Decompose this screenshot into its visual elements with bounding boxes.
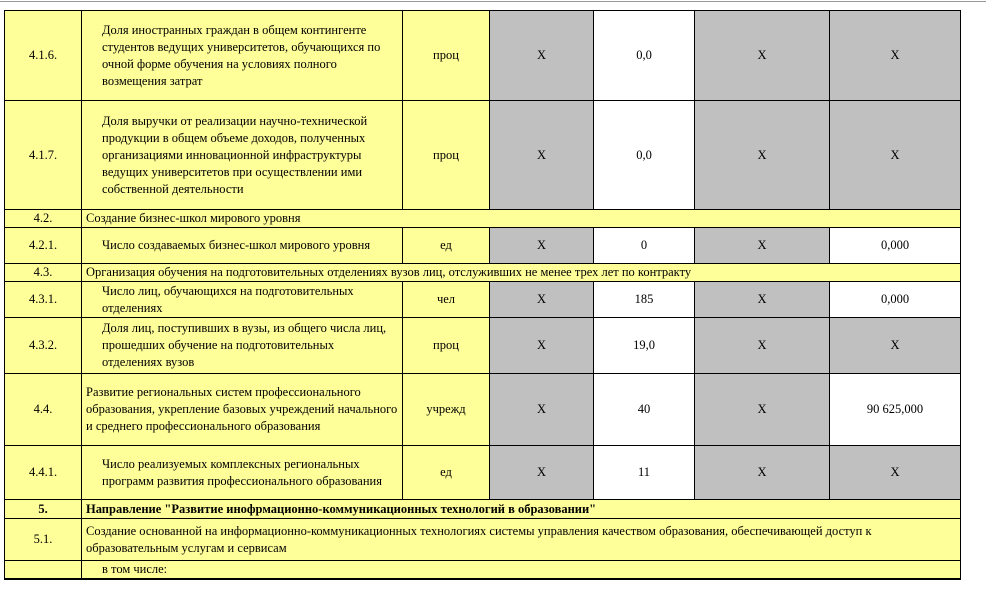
- row-code: 4.2.1.: [5, 228, 82, 264]
- row-code: 4.1.6.: [5, 11, 82, 101]
- row-unit: ед: [403, 228, 490, 264]
- row-code: 4.3.: [5, 264, 82, 282]
- row-value-2: 0,0: [594, 11, 695, 101]
- row-value-3: X: [695, 318, 830, 374]
- row-value-1: X: [490, 11, 594, 101]
- row-name: Организация обучения на подготовительных отделениях вузов лиц, отслуживших не менее трех лет по контракту: [82, 264, 961, 282]
- row-value-1: X: [490, 374, 594, 446]
- table-row: [5, 11, 961, 101]
- row-value-3: X: [695, 228, 830, 264]
- row-value-3: X: [695, 282, 830, 318]
- row-name: Развитие региональных систем профессионального образования, укрепление базовых учреждений начального и среднего профессионального образования: [82, 374, 403, 446]
- row-name: Доля лиц, поступивших в вузы, из общего числа лиц, прошедших обучение на подготовительных отделениях вузов: [82, 318, 403, 374]
- row-code: 4.4.1.: [5, 446, 82, 500]
- row-code: 4.4.: [5, 374, 82, 446]
- row-name: в том числе:: [82, 561, 961, 580]
- row-value-4: 0,000: [830, 228, 961, 264]
- row-value-1: X: [490, 318, 594, 374]
- table-row: [5, 561, 961, 580]
- row-value-4: X: [830, 318, 961, 374]
- top-rule: [0, 1, 986, 2]
- row-name: Создание основанной на информационно-коммуникационных технологиях системы управления качеством образования, обеспечивающей доступ к образовательным услугам и сервисам: [82, 519, 961, 561]
- row-name: Доля иностранных граждан в общем контингенте студентов ведущих университетов, обучающихся по очной форме обучения на условиях полного возмещения затрат: [82, 11, 403, 101]
- row-value-4: X: [830, 101, 961, 210]
- row-value-2: 40: [594, 374, 695, 446]
- row-unit: чел: [403, 282, 490, 318]
- row-value-2: 185: [594, 282, 695, 318]
- row-name: Создание бизнес-школ мирового уровня: [82, 210, 961, 228]
- row-value-1: X: [490, 101, 594, 210]
- table-row: [5, 446, 961, 500]
- row-value-2: 0: [594, 228, 695, 264]
- row-code: 4.3.1.: [5, 282, 82, 318]
- row-value-3: X: [695, 374, 830, 446]
- table-row: [5, 101, 961, 210]
- row-name: Число реализуемых комплексных региональных программ развития профессионального образования: [82, 446, 403, 500]
- row-name: Направление "Развитие инофрмационно-коммуникационных технологий в образовании": [82, 500, 961, 519]
- row-name: Число создаваемых бизнес-школ мирового уровня: [82, 228, 403, 264]
- row-value-2: 11: [594, 446, 695, 500]
- row-code: 4.1.7.: [5, 101, 82, 210]
- row-code: [5, 561, 82, 580]
- row-value-4: X: [830, 446, 961, 500]
- row-unit: проц: [403, 11, 490, 101]
- row-unit: проц: [403, 101, 490, 210]
- row-value-4: X: [830, 11, 961, 101]
- row-value-1: X: [490, 446, 594, 500]
- table-row: [5, 228, 961, 264]
- row-code: 5.1.: [5, 519, 82, 561]
- table-row: [5, 210, 961, 228]
- row-value-3: X: [695, 101, 830, 210]
- row-value-2: 19,0: [594, 318, 695, 374]
- row-value-1: X: [490, 282, 594, 318]
- row-value-4: 0,000: [830, 282, 961, 318]
- row-value-3: X: [695, 446, 830, 500]
- row-value-2: 0,0: [594, 101, 695, 210]
- row-name: Доля выручки от реализации научно-технической продукции в общем объеме доходов, полученных организациями инновационной инфраструктуры ведущих университетов при осуществлении ими собственной деятельности: [82, 101, 403, 210]
- row-code: 4.3.2.: [5, 318, 82, 374]
- row-value-3: X: [695, 11, 830, 101]
- table-row: [5, 500, 961, 519]
- table-row: [5, 318, 961, 374]
- row-unit: учрежд: [403, 374, 490, 446]
- indicator-table: [4, 10, 961, 580]
- table-row: [5, 374, 961, 446]
- row-unit: ед: [403, 446, 490, 500]
- row-name: Число лиц, обучающихся на подготовительных отделениях: [82, 282, 403, 318]
- row-code: 5.: [5, 500, 82, 519]
- table-row: [5, 282, 961, 318]
- row-unit: проц: [403, 318, 490, 374]
- table-row: [5, 519, 961, 561]
- row-value-4: 90 625,000: [830, 374, 961, 446]
- row-code: 4.2.: [5, 210, 82, 228]
- table-row: [5, 264, 961, 282]
- row-value-1: X: [490, 228, 594, 264]
